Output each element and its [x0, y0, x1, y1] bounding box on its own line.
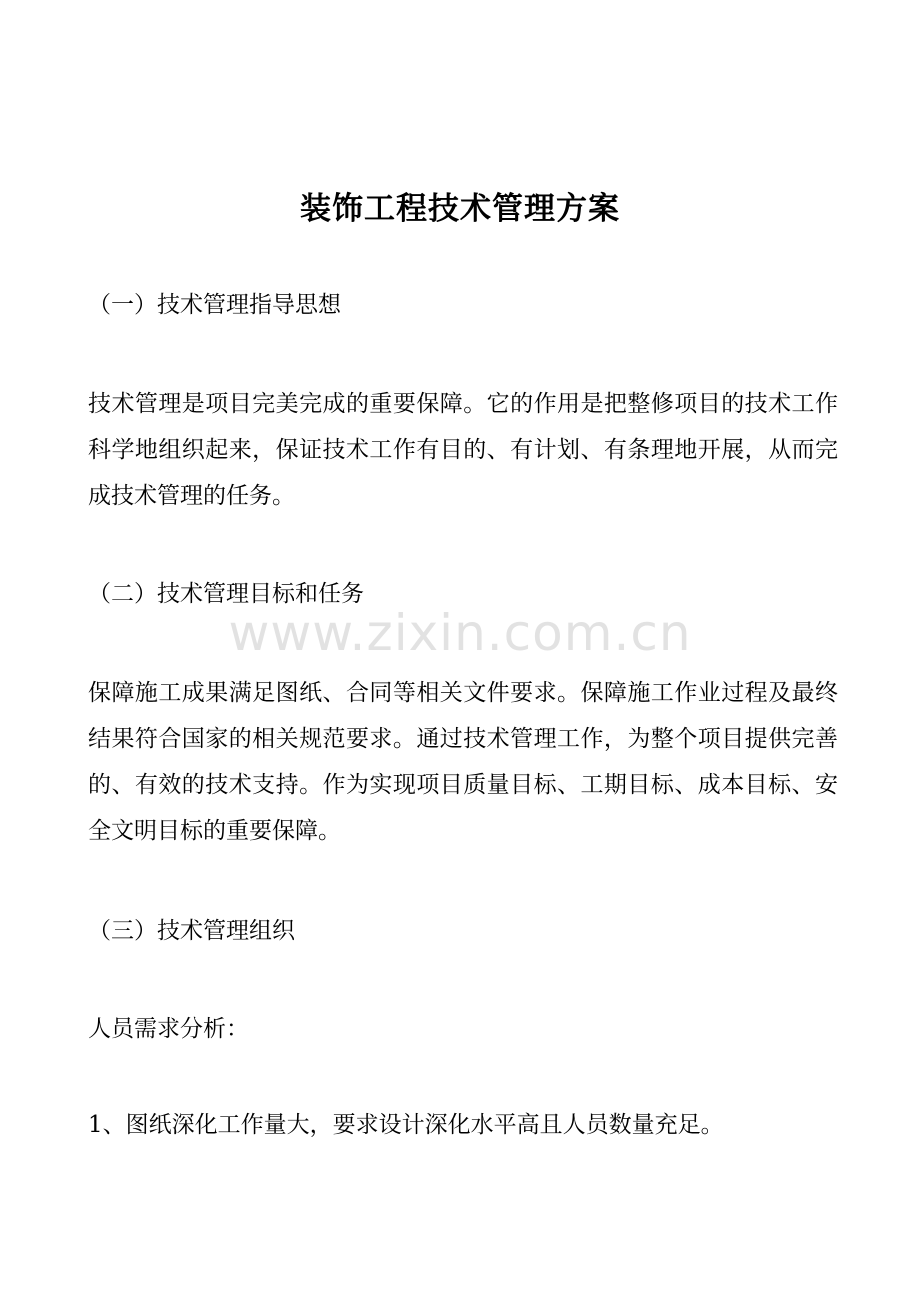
section-3-list-item: 1、图纸深化工作量大，要求设计深化水平高且人员数量充足。 [88, 1112, 724, 1138]
section-1-paragraph: 技术管理是项目完美完成的重要保障。它的作用是把整修项目的技术工作科学地组织起来，保证技术工作有目的、有计划、有条理地开展，从而完成技术管理的任务。 [88, 391, 838, 509]
section-1-heading: （一）技术管理指导思想 [88, 292, 341, 318]
watermark: www.zixin.com.cn [228, 604, 692, 662]
section-2-paragraph: 保障施工成果满足图纸、合同等相关文件要求。保障施工作业过程及最终结果符合国家的相关规范要求。通过技术管理工作，为整个项目提供完善的、有效的技术支持。作为实现项目质量目标、工期目标、成本目标、安全文明目标的重要保障。 [88, 680, 838, 844]
section-3-subheading: 人员需求分析： [88, 1016, 249, 1042]
document-title: 装饰工程技术管理方案 [300, 191, 620, 227]
section-3-heading: （三）技术管理组织 [88, 918, 295, 944]
section-2-heading: （二）技术管理目标和任务 [88, 581, 364, 607]
